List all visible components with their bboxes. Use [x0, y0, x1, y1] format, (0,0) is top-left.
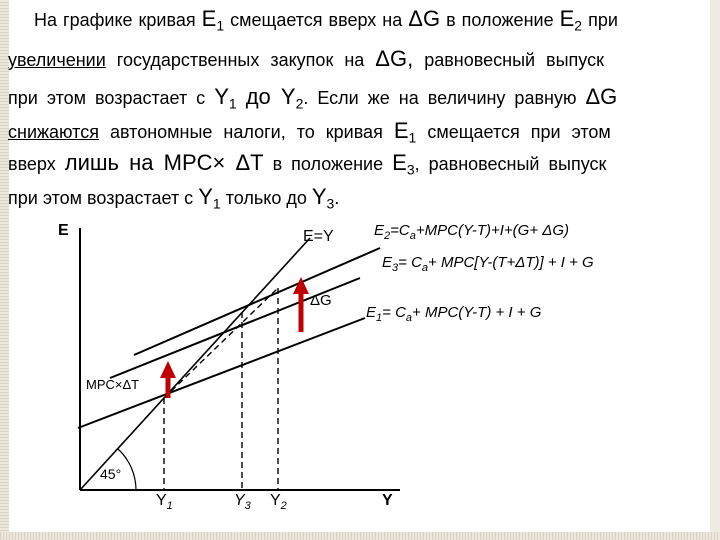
text-line-5: вверх лишь на MPC× ΔT в положение $E_3$, равновесный выпуск: [8, 150, 607, 178]
text-line-6: при этом возрастает с $Y_1$ только до $Y_3$.: [8, 184, 340, 212]
line-45-degree: [80, 238, 310, 490]
y3-label: $Y_3$: [234, 492, 251, 513]
y2-label: $Y_2$: [270, 492, 287, 513]
delta-g-label: ΔG: [310, 292, 332, 309]
e1-label: $E_1= C_a+ MPC(Y-T) + I + G$: [366, 304, 542, 324]
text-line-2: увеличении государственных закупок на ΔG, равновесный выпуск: [8, 46, 604, 71]
text-line-1: На графике кривая $E_1$ смещается вверх на ΔG в положение $E_2$ при: [34, 6, 618, 34]
text-line-4: снижаются автономные налоги, то кривая $E_1$ смещается при этом: [8, 118, 611, 146]
axis-y-label: E: [58, 222, 69, 239]
line-45-label: E=Y: [303, 228, 334, 245]
line-e2: [134, 248, 380, 355]
axis-x-label: Y: [382, 492, 393, 509]
angle-label: 45°: [100, 466, 122, 482]
mpc-delta-t-arrow: [160, 361, 176, 398]
y1-label: $Y_1$: [156, 492, 173, 513]
mpc-delta-t-label: MPC×ΔT: [86, 377, 140, 392]
text-line-3: при этом возрастает с $Y_1$ до $Y_2$. Если же на величину равную ΔG: [8, 84, 618, 112]
e3-label: $E_3= C_a+ MPC[Y-(T+\Delta T)] + I + G$: [382, 254, 594, 274]
dashed-e1-to-e2: [164, 288, 278, 398]
e2-label: $E_2=C_a+MPC(Y-T)+I+(G+ \Delta G)$: [374, 222, 569, 242]
